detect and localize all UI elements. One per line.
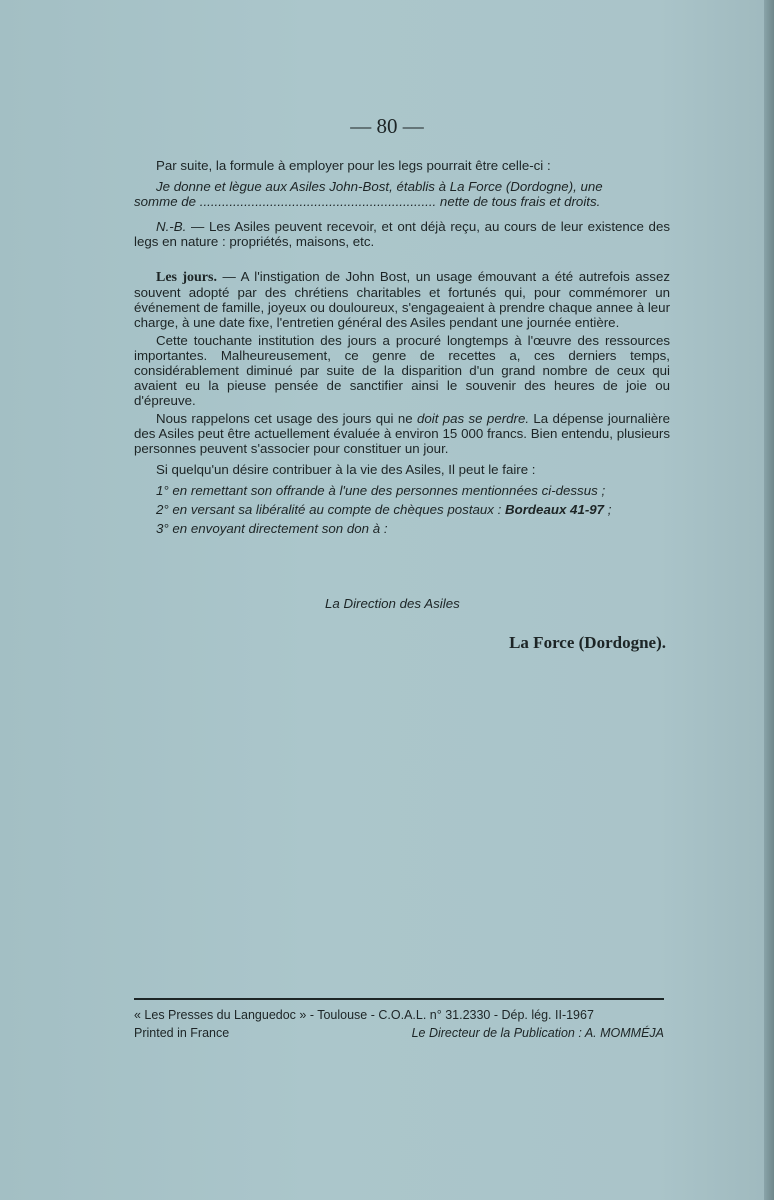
jours-item-1: 1° en remettant son offrande à l'une des personnes mentionnées ci-dessus ; [156, 483, 606, 498]
nb-label: N.-B. [156, 219, 187, 234]
jours-p1 [134, 269, 670, 330]
legs-formula-line2 [134, 194, 670, 209]
jours-p4: Si quelqu'un désire contribuer à la vie des Asiles, Il peut le faire : [156, 462, 536, 477]
jours-item2-end: ; [604, 502, 612, 517]
jours-item-3: 3° en envoyant directement son don à : [156, 521, 388, 536]
jours-p3-end: La dépense journalière des Asiles peut être actuellement évaluée à environ 15 000 francs. Bien entendu, plusieurs personnes peuvent s'associer pour constituer un jour. [134, 411, 670, 456]
jours-p1-text: — A l'instigation de John Bost, un usage émouvant a été autrefois assez souvent adopté par des chrétiens charitables et fortunés qui, pour commémorer un événement de famille, joyeux ou douloureux, s'engageaient à prendre chaque annee à leur charge, à une date fixe, l'entretien général des Asiles pendant une journée entière. [134, 269, 670, 330]
footer-printed: Printed in France [134, 1026, 230, 1040]
footer-rule [134, 998, 664, 1000]
jours-item-2 [134, 502, 670, 517]
footer-line-1 [134, 1006, 664, 1024]
jours-heading: Les jours. [156, 270, 217, 285]
jours-p3 [134, 411, 670, 456]
jours-p2: Cette touchante institution des jours a procuré longtemps à l'œuvre des ressources importantes. Malheureusement, ce genre de recettes a, ces derniers temps, considérablement diminué par suite de la disparition d'un grand nombre de ceux qui avaient eu la pieuse pensée de sanctifier ainsi le souvenir des heures de joie ou d'épreuve. [134, 333, 670, 408]
page-edge-shadow [764, 0, 774, 1200]
jours-item2-account: Bordeaux 41-97 [505, 502, 605, 517]
jours-p3-start: Nous rappelons cet usage des jours qui ne [156, 411, 417, 426]
legs-formula-line1: Je donne et lègue aux Asiles John-Bost, établis à La Force (Dordogne), une [156, 179, 603, 194]
signature-direction: La Direction des Asiles [325, 596, 460, 611]
footer-director: Le Directeur de la Publication : A. MOMMÉJA [411, 1026, 664, 1040]
legs-nb [134, 219, 670, 249]
footer [134, 1006, 664, 1042]
legs-formula-dots: ................................................................ [199, 194, 437, 209]
legs-formula-somme: somme de [134, 194, 197, 209]
jours-p3-italic: doit pas se perdre. [416, 411, 530, 426]
legs-intro: Par suite, la formule à employer pour les legs pourrait être celle-ci : [156, 158, 551, 173]
footer-publisher: « Les Presses du Languedoc » - Toulouse - C.O.A.L. n° 31.2330 - Dép. lég. II-1967 [134, 1008, 594, 1022]
signature-place: La Force (Dordogne). [509, 633, 666, 652]
legs-formula-end: nette de tous frais et droits. [439, 194, 601, 209]
footer-line-2 [134, 1024, 664, 1042]
legs-section [134, 158, 670, 249]
page-number: — 80 — [350, 114, 424, 138]
nb-text: — Les Asiles peuvent recevoir, et ont déjà reçu, au cours de leur existence des legs en nature : propriétés, maisons, etc. [134, 219, 670, 249]
jours-section [134, 269, 670, 536]
jours-item2-start: 2° en versant sa libéralité au compte de chèques postaux : [156, 502, 506, 517]
